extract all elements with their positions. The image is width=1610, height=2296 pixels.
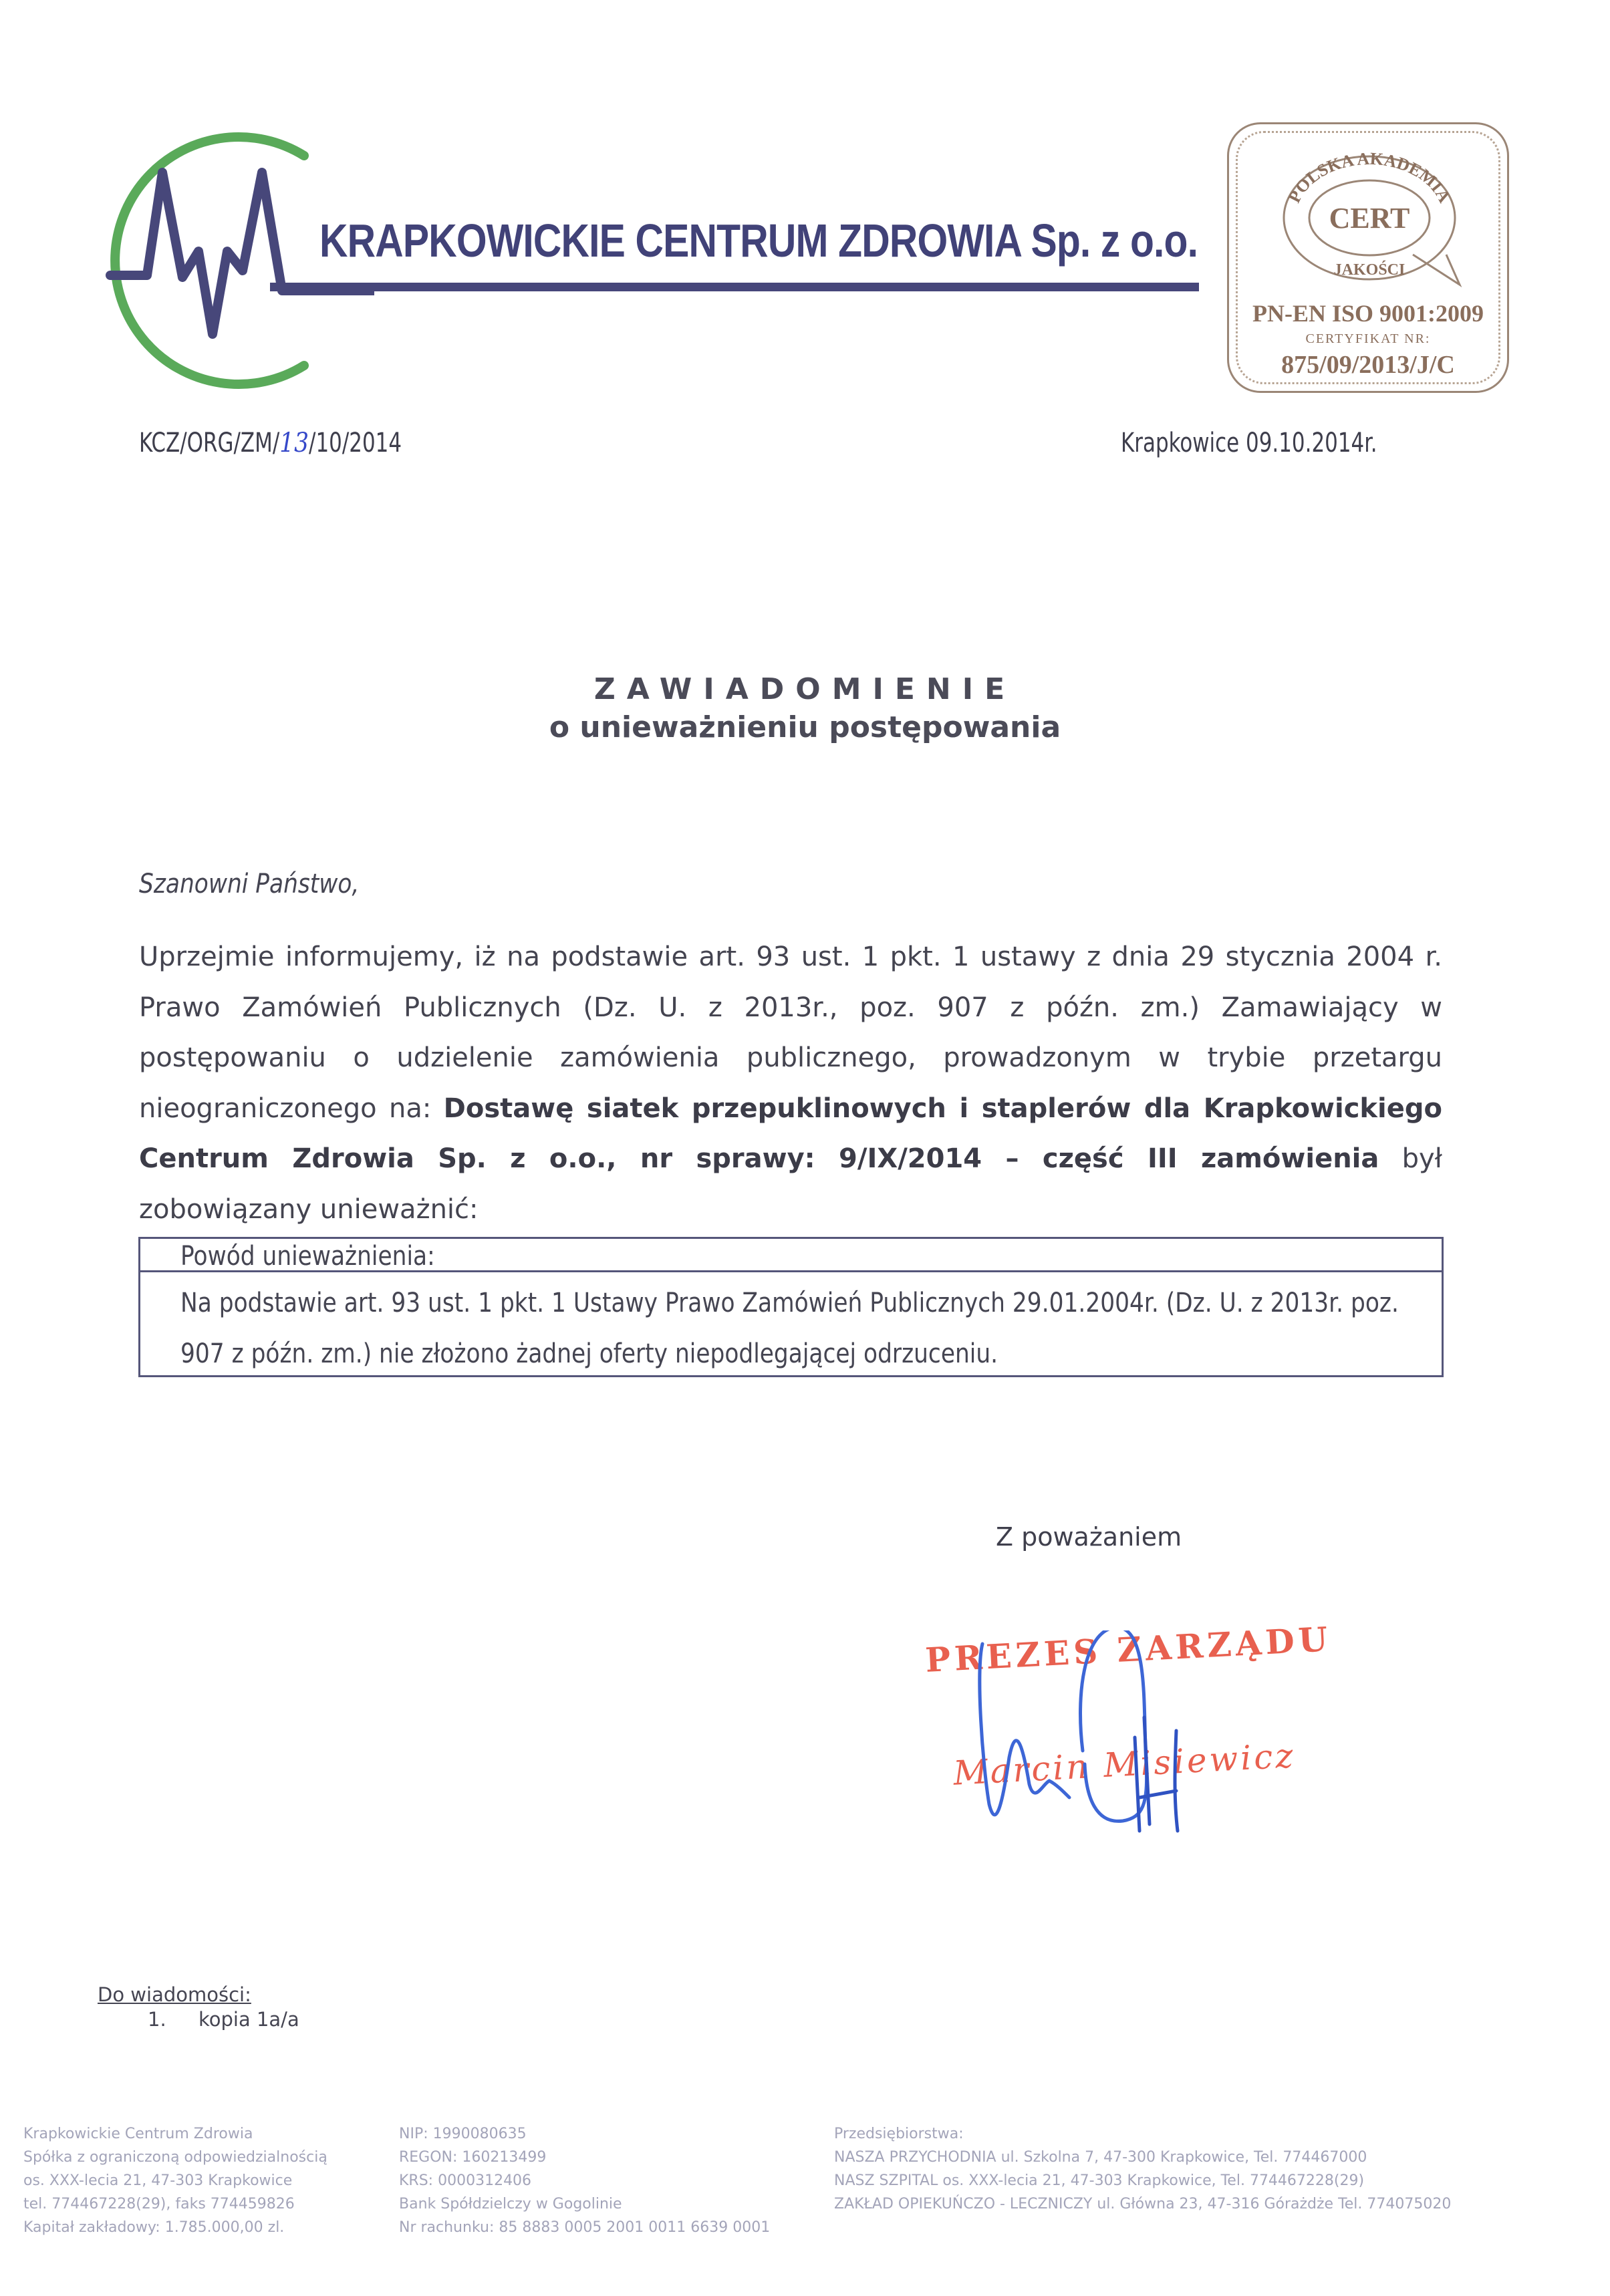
closing-phrase: Z poważaniem (996, 1522, 1182, 1552)
cert-label: CERTYFIKAT NR: (1305, 331, 1431, 346)
cert-standard: PN-EN ISO 9001:2009 (1252, 300, 1484, 327)
ref-prefix: KCZ/ORG/ZM/ (139, 428, 280, 458)
cert-number: 875/09/2013/J/C (1281, 351, 1455, 379)
reason-header-row (140, 1239, 1442, 1272)
cc-label: Do wiadomości: (98, 1983, 251, 2006)
body-text-outro: był zobowiązany unieważnić: (139, 1143, 1442, 1225)
footer-line: Kapitał zakładowy: 1.785.000,00 zl. (23, 2219, 285, 2236)
cert-center-text: CERT (1329, 202, 1410, 235)
ref-handwritten-number: 13 (279, 428, 309, 458)
annulment-reason-table (138, 1237, 1444, 1377)
footer-company-info (23, 2122, 327, 2239)
footer-line: Nr rachunku: 85 8883 0005 2001 0011 6639 0001 (399, 2219, 771, 2236)
salutation: Szanowni Państwo, (139, 869, 360, 899)
company-name: KRAPKOWICKIE CENTRUM ZDROWIA Sp. z o.o. (319, 214, 1198, 267)
header-rule (270, 283, 1199, 291)
footer-line: NIP: 1990080635 (399, 2126, 527, 2142)
footer-line: KRS: 0000312406 (399, 2172, 532, 2189)
footer-enterprises-info (834, 2122, 1451, 2216)
body-text-intro: Uprzejmie informujemy, iż na podstawie art. 93 ust. 1 pkt. 1 ustawy z dnia 29 stycznia 2004 r. Prawo Zamówień Publicznych (Dz. U. z 2013r., poz. 907 z późn. zm.) Zamawiający w postępowaniu o udzielenie zamówienia publicznego, prowadzonym w trybie przetargu nieograniczonego na: (139, 942, 1442, 1124)
ref-suffix: /10/2014 (309, 428, 402, 458)
footer-line: Krapkowickie Centrum Zdrowia (23, 2126, 253, 2142)
body-text-subject: Dostawę siatek przepuklinowych i staplerów dla Krapkowickiego Centrum Zdrowia Sp. z o.o., nr sprawy: 9/IX/2014 – część III zamówienia (139, 1093, 1442, 1174)
reference-number (139, 428, 402, 458)
footer-line: ZAKŁAD OPIEKUŃCZO - LECZNICZY ul. Główna 23, 47-316 Górażdże Tel. 774075020 (834, 2196, 1452, 2212)
place-date: Krapkowice 09.10.2014r. (1121, 428, 1377, 458)
footer-line: Bank Spółdzielczy w Gogolinie (399, 2196, 622, 2212)
footer-registry-info (399, 2122, 770, 2239)
footer-line: Przedsiębiorstwa: (834, 2126, 964, 2142)
document-subtitle: o unieważnieniu postępowania (549, 710, 1061, 744)
document-title: ZAWIADOMIENIE (593, 672, 1017, 706)
footer-line: tel. 774467228(29), faks 774459826 (23, 2196, 295, 2212)
cc-item-number: 1. (148, 2008, 166, 2031)
reason-label: Powód unieważnienia: (180, 1241, 435, 1272)
quality-seal-icon (1269, 141, 1470, 295)
footer-line: os. XXX-lecia 21, 47-303 Krapkowice (23, 2172, 293, 2189)
footer-line: Spółka z ograniczoną odpowiedzialnością (23, 2149, 327, 2166)
footer-line: REGON: 160213499 (399, 2149, 547, 2166)
cert-arc-top-text: POLSKA AKADEMIA (1284, 148, 1455, 206)
stamp-name: Marcin Misiewicz (952, 1736, 1297, 1793)
cc-item-text: kopia 1a/a (198, 2008, 299, 2031)
footer-line: NASZA PRZYCHODNIA ul. Szkolna 7, 47-300 Krapkowice, Tel. 774467000 (834, 2149, 1367, 2166)
cert-arc-bottom-text: JAKOŚCI (1333, 261, 1405, 279)
reason-text: Na podstawie art. 93 ust. 1 pkt. 1 Ustawy Prawo Zamówień Publicznych 29.01.2004r. (Dz. U. z 2013r. poz. 907 z późn. zm.) nie złożono żadnej oferty niepodlegającej odrzuceniu. (180, 1288, 1399, 1369)
handwritten-signature-icon (922, 1630, 1230, 1838)
iso-certificate-badge (1227, 122, 1509, 393)
footer-line: NASZ SZPITAL os. XXX-lecia 21, 47-303 Krapkowice, Tel. 774467228(29) (834, 2172, 1365, 2189)
body-paragraph (139, 932, 1442, 1235)
stamp-title: PREZES ZARZĄDU (924, 1619, 1333, 1680)
